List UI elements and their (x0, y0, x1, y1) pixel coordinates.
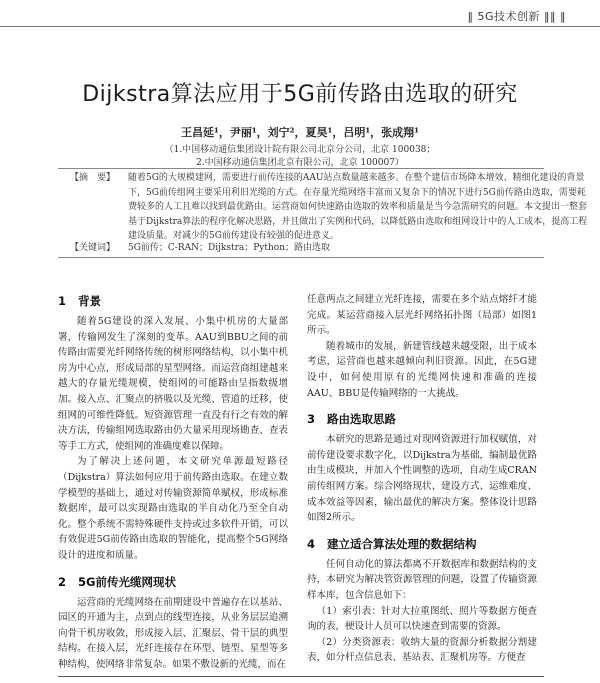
section-4-heading: 4 建立适合算法处理的数据结构 (307, 536, 477, 551)
paper-authors: 王昌延¹，尹丽¹，刘宁²，夏昊¹，吕明¹，张成翔¹ (181, 126, 419, 139)
section-4-list-item: （2）分类资源表：收纳大量的资源分析数据分割建表，如分杆点信息表、基站表、汇聚机房等。方便查 (307, 636, 537, 664)
keywords-label: 【关键词】 (70, 243, 116, 253)
abstract-label: 【摘 要】 (70, 173, 116, 183)
abstract-text: 随着5G的大规模建网，需要进行前传连接的AAU站点数量越来越多。在整个建信市场降本增效、精细化建设的背景下，5G前传组网主要采用利旧光缆的方式。在存量光缆网络丰富而又复杂下的情况下进行5G前传路由选取，需要耗费较多的人工且难以找到最优路由。运营商如何快速路由选取的效率和质量是当今急需研究的问题。本文提出一整套基于Dijkstra算法的程序化解决思路，并且做出了实例和代码，以降低路由选取和组网设计中的人工成本，提高工程建设质量。对减少的5G前传建设有较强的促进意义。 (128, 173, 588, 241)
section-3-paragraph: 本研究的思路是通过对现网资源进行加权赋值，对前传建设要求数字化，以Dijkstra为基础，编制最优路由生成模块，并加入个性调整的选项，自动生成CRAN前传组网方案。综合网络现状、建设方式、运维难度、成本效益等因素，输出最优的解决方案。整体设计思路如图2所示。 (307, 434, 537, 524)
abstract-bottom-rule (58, 257, 544, 258)
left-column (58, 292, 288, 672)
section-2-paragraph: 运营商的光缆网络在前期建设中普遍存在以基站、园区的开通为主，点到点的线型连接，从业务层层追溯向骨干机房收敛，形成接入层、汇聚层、骨干层的典型结构。在接入层，光纤连接存在环型、链型、星型等多种结构，使网络非常复杂。如果不敷设新的光缆，而在 (58, 596, 288, 670)
section-2-paragraph: 随着城市的发展，新建管线越来越受限，出于成本考虑，运营商也越来越倾向利旧资源。因此，在5G建设中，如何使用原有的光缆网快速和准确的连接AAU、BBU是传输网络的一大挑战。 (307, 340, 537, 399)
journal-section-tag: ‖ 5G技术创新 ‖‖ ‖ (467, 10, 566, 23)
section-3-heading: 3 路由选取思路 (307, 412, 397, 427)
footer-rule (58, 676, 544, 677)
paper-title: Dijkstra算法应用于5G前传路由选取的研究 (82, 82, 518, 107)
affiliation-1: （1.中国移动通信集团设计院有限公司北京分公司，北京 100038； (164, 145, 436, 155)
affiliation-2: 2.中国移动通信集团北京有限公司，北京 100007） (196, 158, 404, 168)
header-rule (0, 26, 600, 27)
keywords-text: 5G前传；C-RAN；Dijkstra；Python；路由选取 (128, 243, 331, 253)
section-1-heading: 1 背景 (58, 294, 102, 308)
section-4-list-item: （1）索引表：针对大拉重图纸、照片等数据方便查询的表，梗设计人员可以快速查到需要的资源。 (307, 605, 537, 633)
section-2-paragraph-continued: 任意两点之间建立光纤连接，需要在多个站点熔纤才能完成。某运营商接入层光纤网络拓扑图（局部）如图1所示。 (307, 294, 537, 337)
right-column (307, 292, 537, 666)
section-2-heading: 2 5G前传光缆网现状 (58, 574, 176, 589)
section-1-paragraph: 随着5G建设的深入发展、小集中机房的大量部署，传输网发生了深刻的变革。AAU到BBU之间的前传路由需要光纤网络传统的树形网络结构，以小集中机房为中心点，形成局部的星型网络。而运营商组建越来越大的存量光缆规模，使组网的可能路由呈指数级增加。接入点、汇聚点的挤吸以及光缆、管道的迁移，使组网的可维性降低。短资源管理一直没有行之有效的解决方法，传输组网选取路由仍大量采用现场勘查、查表等手工方式，使组网的准确度难以保障。 (58, 316, 288, 452)
abstract-top-rule (58, 168, 544, 169)
section-1-paragraph: 为了解决上述问题，本文研究单源最短路径（Dijkstra）算法如何应用于前传路由选取。在建立数学模型的基础上，通过对传输资源简单赋权，形成标准数据库，最可以实现路由选取的半自动化乃至全自动化。整个系统不需特殊硬件支持或过多软件开销，可以有效促进5G前传路由选取的智能化，提高整个5G网络设计的进度和质量。 (58, 456, 288, 561)
section-4-paragraph: 任何自动化的算法都离不开数据库和数据结构的支持，本研究为解决管资源管理的问题，设置了传输资源样本库，包含信息如下： (307, 558, 537, 601)
